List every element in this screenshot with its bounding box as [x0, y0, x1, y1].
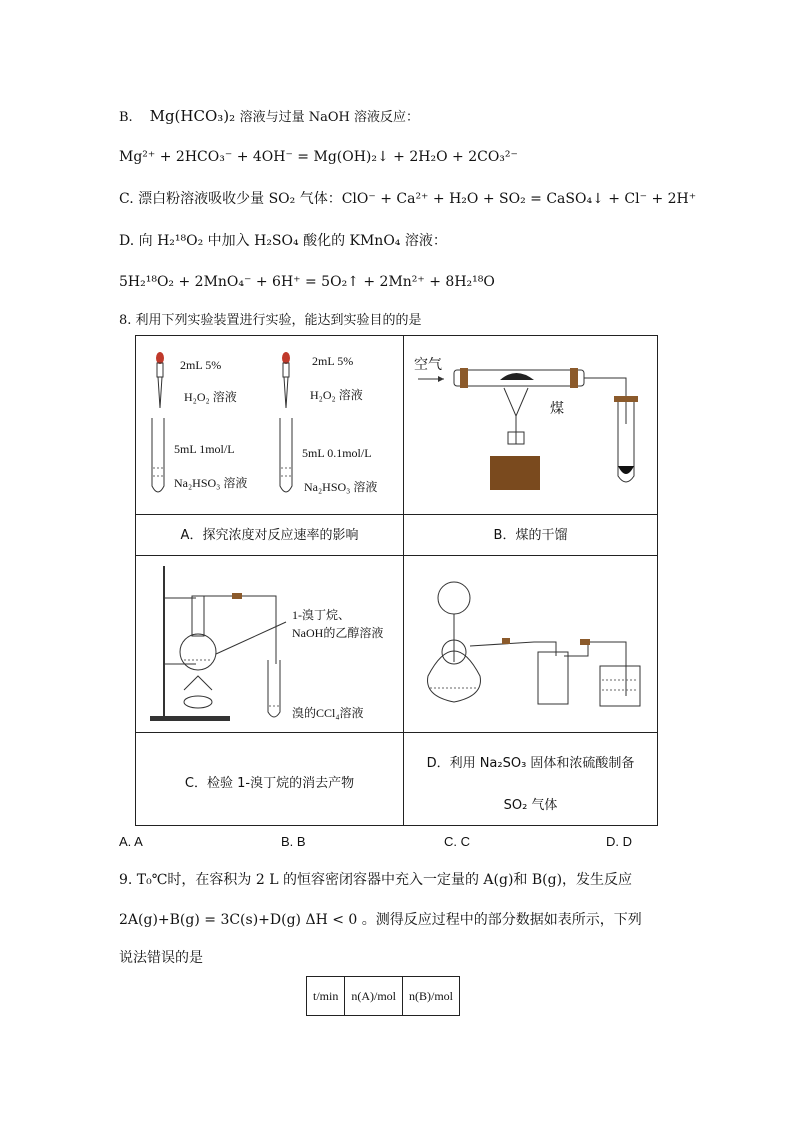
dropper-2-volume: 2mL 5% [312, 354, 354, 368]
tube-2-solution: Na₂HSO₃ 溶液 [304, 480, 378, 494]
caption-d-line2: SO₂ 气体 [503, 798, 558, 813]
dropper-2-solution: H₂O₂ 溶液 [310, 388, 363, 402]
table-header-time: t/min [307, 977, 345, 1016]
bromine-ccl4-label: 溴的CCl₄溶液 [292, 706, 364, 720]
coal-label: 煤 [550, 402, 564, 417]
so2-generator-diagram [404, 556, 657, 732]
table-header-nb: n(B)/mol [403, 977, 460, 1016]
reagent-label-1: 1-溴丁烷、 [292, 608, 350, 622]
option-b-formula: Mg(HCO₃)₂ [149, 107, 236, 125]
option-b-prefix: B. [119, 110, 133, 125]
air-label: 空气 [414, 358, 442, 373]
tube-1-concentration: 5mL 1mol/L [174, 442, 235, 456]
caption-d-line1: D．利用 Na₂SO₃ 固体和浓硫酸制备 [426, 756, 635, 771]
question-8-stem: 8. 利用下列实验装置进行实验，能达到实验目的的是 [119, 313, 422, 328]
caption-c: C．检验 1-溴丁烷的消去产物 [184, 776, 355, 791]
option-b-text: 溶液与过量 NaOH 溶液反应： [239, 110, 419, 125]
cell-b-figure [404, 336, 657, 514]
answer-option-d: D. D [606, 834, 632, 849]
apparatus-grid [135, 335, 658, 826]
caption-b: B．煤的干馏 [493, 528, 568, 543]
option-d-line1: D. 向 H₂¹⁸O₂ 中加入 H₂SO₄ 酸化的 KMnO₄ 溶液： [119, 233, 447, 249]
data-table [306, 976, 460, 1016]
question-9-line2: 2A(g)+B(g) = 3C(s)+D(g) ΔH < 0 。测得反应过程中的部分数据如表所示，下列 [119, 912, 642, 928]
table-header-na: n(A)/mol [345, 977, 403, 1016]
option-b-line1 [119, 106, 419, 128]
reagent-label-2: NaOH的乙醇溶液 [292, 626, 384, 640]
question-9-line3: 说法错误的是 [119, 950, 203, 966]
tube-1-solution: Na₂HSO₃ 溶液 [174, 476, 248, 490]
question-9-line1: 9. T₀℃时，在容积为 2 L 的恒容密闭容器中充入一定量的 A(g)和 B(g)，发生反应 [119, 872, 633, 888]
cell-c-figure [136, 556, 403, 732]
dropper-1-volume: 2mL 5% [180, 358, 222, 372]
option-b-equation: Mg²⁺ + 2HCO₃⁻ + 4OH⁻ = Mg(OH)₂↓ + 2H₂O + 2CO₃²⁻ [119, 149, 518, 165]
cell-d-figure [404, 556, 657, 732]
option-d-equation: 5H₂¹⁸O₂ + 2MnO₄⁻ + 6H⁺ = 5O₂↑ + 2Mn²⁺ + 8H₂¹⁸O [119, 274, 495, 290]
dropper-1-solution: H₂O₂ 溶液 [184, 390, 237, 404]
answer-option-b: B. B [281, 834, 306, 849]
table-header-row [307, 977, 460, 1016]
option-c-line: C. 漂白粉溶液吸收少量 SO₂ 气体：ClO⁻ + Ca²⁺ + H₂O + SO₂ = CaSO₄↓ + Cl⁻ + 2H⁺ [119, 191, 697, 207]
caption-a: A．探究浓度对反应速率的影响 [180, 528, 359, 543]
tube-2-concentration: 5mL 0.1mol/L [302, 446, 372, 460]
answer-option-a: A. A [119, 834, 143, 849]
cell-a-figure [136, 336, 403, 514]
answer-option-c: C. C [444, 834, 470, 849]
